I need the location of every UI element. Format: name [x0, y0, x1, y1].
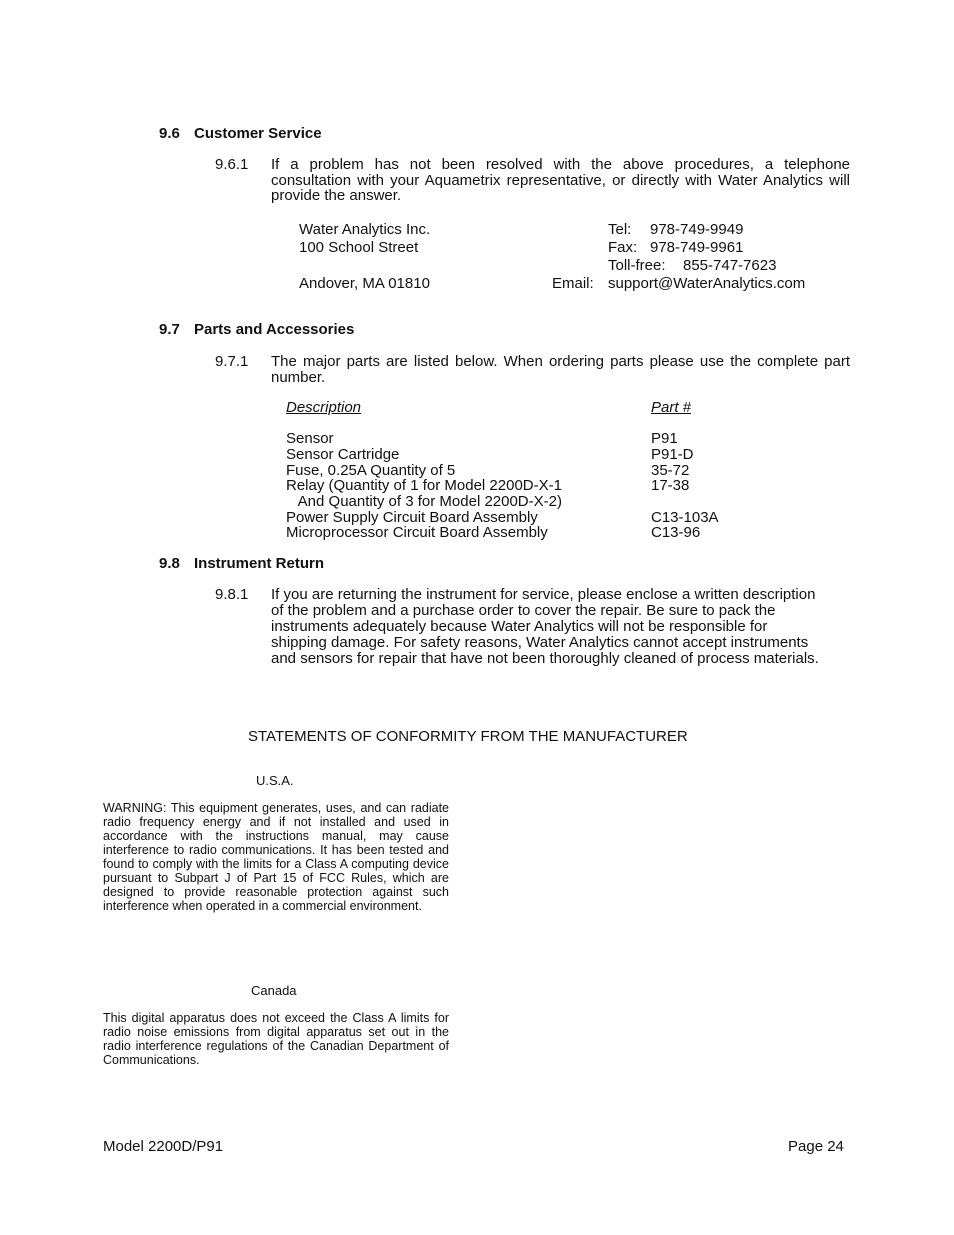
- section-9-6-title: Customer Service: [194, 125, 322, 142]
- tel-value: 978-749-9949: [650, 221, 744, 238]
- contact-city: Andover, MA 01810: [299, 275, 430, 292]
- conformity-title: STATEMENTS OF CONFORMITY FROM THE MANUFACTURER: [248, 728, 688, 745]
- item-9-7-1-text: The major parts are listed below. When ordering parts please use the complete part number.: [271, 353, 850, 386]
- part-description: Sensor: [286, 430, 334, 447]
- part-description: Relay (Quantity of 1 for Model 2200D-X-1: [286, 477, 562, 494]
- tollfree-label: Toll-free:: [608, 257, 666, 274]
- part-number: 35-72: [651, 462, 690, 479]
- item-9-8-1-line: and sensors for repair that have not been thoroughly cleaned of process materials.: [271, 650, 819, 667]
- fax-value: 978-749-9961: [650, 239, 744, 256]
- parts-col-description: Description: [286, 399, 362, 416]
- section-9-7-title: Parts and Accessories: [194, 321, 355, 338]
- usa-heading: U.S.A.: [256, 773, 294, 788]
- section-9-8-number: 9.8: [159, 555, 180, 572]
- parts-col-part: Part #: [651, 399, 692, 416]
- item-9-6-1-number: 9.6.1: [215, 156, 249, 173]
- part-description: Microprocessor Circuit Board Assembly: [286, 524, 548, 541]
- item-9-8-1-line: If you are returning the instrument for service, please enclose a written description: [271, 586, 816, 603]
- part-number: P91-D: [651, 446, 694, 463]
- section-9-7-number: 9.7: [159, 321, 180, 338]
- part-number: C13-103A: [651, 509, 719, 526]
- part-number: P91: [651, 430, 678, 447]
- item-9-7-1-number: 9.7.1: [215, 353, 249, 370]
- tel-label: Tel:: [608, 221, 632, 238]
- tollfree-value: 855-747-7623: [683, 257, 777, 274]
- footer-model: Model 2200D/P91: [103, 1138, 224, 1155]
- item-9-8-1-line: shipping damage. For safety reasons, Water Analytics cannot accept instruments: [271, 634, 809, 651]
- item-9-6-1-text: If a problem has not been resolved with the above procedures, a telephone consultation with your Aquametrix representative, or directly with Water Analytics will provide the answer.: [271, 156, 850, 205]
- part-number: 17-38: [651, 477, 690, 494]
- canada-text: This digital apparatus does not exceed the Class A limits for radio noise emissions from digital apparatus set out in the radio interference regulations of the Canadian Department of Communications.: [103, 1011, 449, 1067]
- part-description: Fuse, 0.25A Quantity of 5: [286, 462, 456, 479]
- section-9-8-title: Instrument Return: [194, 555, 325, 572]
- contact-company: Water Analytics Inc.: [299, 221, 431, 238]
- email-link[interactable]: support@WaterAnalytics.com: [608, 275, 806, 292]
- fax-label: Fax:: [608, 239, 638, 256]
- item-9-8-1-line: instruments adequately because Water Analytics will not be responsible for: [271, 618, 768, 635]
- part-number: C13-96: [651, 524, 701, 541]
- contact-street: 100 School Street: [299, 239, 419, 256]
- section-9-6-number: 9.6: [159, 125, 180, 142]
- item-9-8-1-number: 9.8.1: [215, 586, 249, 603]
- email-label: Email:: [552, 275, 594, 292]
- part-description: Power Supply Circuit Board Assembly: [286, 509, 538, 526]
- canada-heading: Canada: [251, 983, 297, 998]
- footer-page-number: Page 24: [788, 1138, 844, 1155]
- usa-warning-text: WARNING: This equipment generates, uses, and can radiate radio frequency energy and if not installed and used in accordance with the instructions manual, may cause interference to radio communications. It has been tested and found to comply with the limits for a Class A computing device pursuant to Subpart J of Part 15 of FCC Rules, which are designed to provide reasonable protection against such interference when operated in a commercial environment.: [103, 801, 449, 913]
- part-description: And Quantity of 3 for Model 2200D-X-2): [286, 493, 562, 510]
- part-description: Sensor Cartridge: [286, 446, 400, 463]
- item-9-8-1-line: of the problem and a purchase order to cover the repair. Be sure to pack the: [271, 602, 776, 619]
